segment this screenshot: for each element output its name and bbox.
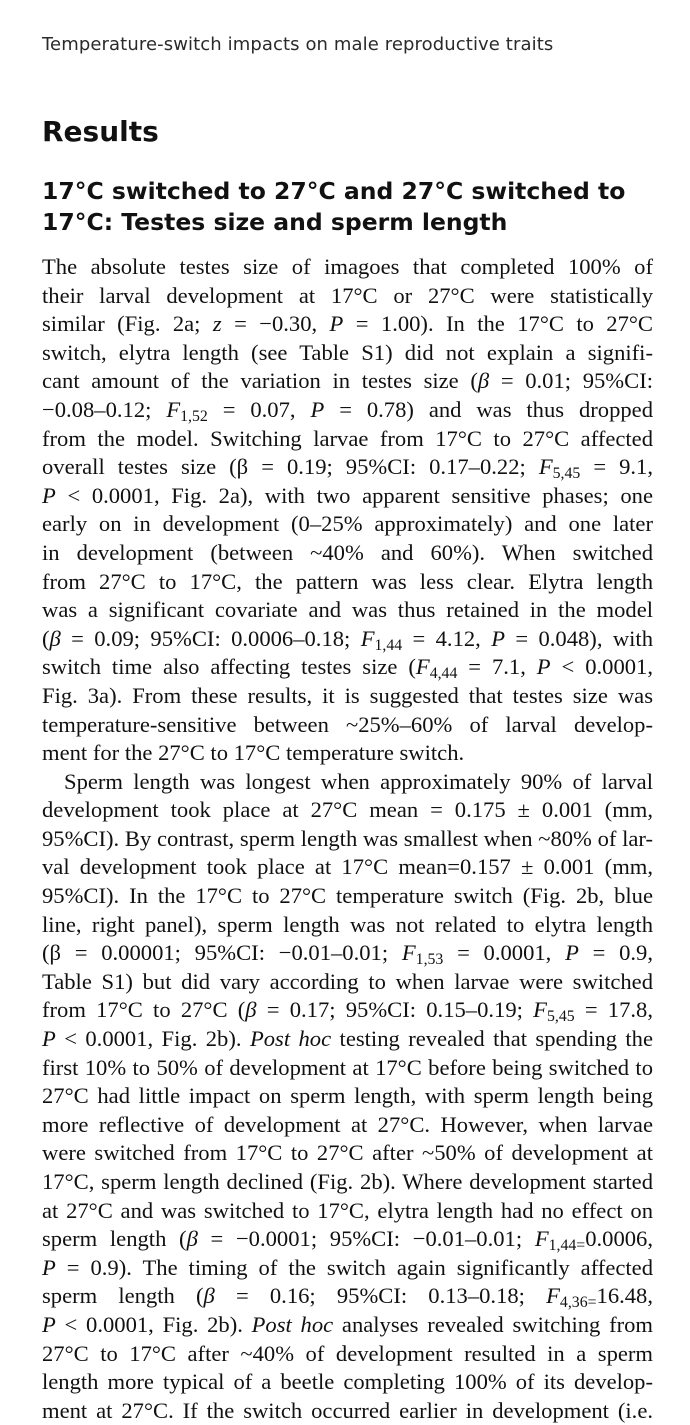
text-line: P = 0.9). The timing of the switch again significantly affected xyxy=(42,1254,653,1280)
text-line: at 27°C and was switched to 17°C, elytra length had no effect on xyxy=(42,1197,653,1223)
text-line: first 10% to 50% of development at 17°C before being switched to xyxy=(42,1054,653,1080)
text-line: similar (Fig. 2a; z = −0.30, P = 1.00). In the 17°C to 27°C xyxy=(42,311,653,337)
text-line: early on in development (0–25% approximately) and one later xyxy=(42,511,653,537)
text-line: P < 0.0001, Fig. 2b). Post hoc testing revealed that spending the xyxy=(42,1026,653,1052)
text-line: Sperm length was longest when approximately 90% of larval xyxy=(64,768,653,794)
section-title: Results xyxy=(42,115,159,148)
text-line: (β = 0.00001; 95%CI: −0.01–0.01; $F_{1,53} = 0.0001$, P = 0.9, xyxy=(42,940,654,969)
text-line: development took place at 27°C mean = 0.175 ± 0.001 (mm, xyxy=(42,797,653,823)
text-line: Table S1) but did vary according to when larvae were switched xyxy=(42,968,653,994)
text-line: from 17°C to 27°C (β = 0.17; 95%CI: 0.15–0.19; $F_{5,45} = 17.8$, xyxy=(42,997,653,1026)
text-line: P < 0.0001, Fig. 2a), with two apparent sensitive phases; one xyxy=(42,482,653,508)
text-line: (β = 0.09; 95%CI: 0.0006–0.18; $F_{1,44} = 4.12$, P = 0.048), with xyxy=(42,625,653,654)
text-line: overall testes size (β = 0.19; 95%CI: 0.17–0.22; $F_{5,45} = 9.1$, xyxy=(42,454,653,483)
text-line: sperm length (β = 0.16; 95%CI: 0.13–0.18; $F_{4,36=}16.48$, xyxy=(42,1283,653,1312)
text-line: sperm length (β = −0.0001; 95%CI: −0.01–0.01; $F_{1,44=}0.0006$, xyxy=(42,1226,653,1255)
text-line: ment at 27°C. If the switch occurred earlier in development (i.e. xyxy=(42,1397,653,1423)
text-line: temperature-sensitive between ~25%–60% of larval develop- xyxy=(42,711,653,737)
subsection-title: 17°C switched to 27°C and 27°C switched to 17°C: Testes size and sperm length xyxy=(42,177,626,236)
text-line: 27°C had little impact on sperm length, with sperm length being xyxy=(42,1083,653,1109)
text-line: more reflective of development at 27°C. However, when larvae xyxy=(42,1111,653,1137)
text-line: line, right panel), sperm length was not related to elytra length xyxy=(42,911,653,937)
text-line: switch, elytra length (see Table S1) did not explain a signifi- xyxy=(42,339,653,365)
text-line: switch time also affecting testes size ($F_{4,44} = 7.1$, P < 0.0001, xyxy=(42,654,654,683)
text-line: The absolute testes size of imagoes that completed 100% of xyxy=(42,254,653,279)
text-line: 95%CI). In the 17°C to 27°C temperature switch (Fig. 2b, blue xyxy=(42,883,653,909)
text-line: P < 0.0001, Fig. 2b). Post hoc analyses revealed switching from xyxy=(42,1311,653,1337)
text-line: cant amount of the variation in testes size (β = 0.01; 95%CI: xyxy=(42,368,654,394)
paragraph-2 xyxy=(42,768,653,1425)
text-line: from 27°C to 17°C, the pattern was less clear. Elytra length xyxy=(42,568,653,594)
text-line: their larval development at 17°C or 27°C were statistically xyxy=(42,282,653,308)
text-line: were switched from 17°C to 27°C after ~50% of development at xyxy=(42,1140,653,1166)
text-line: length more typical of a beetle completing 100% of its develop- xyxy=(42,1369,653,1395)
text-line: was a significant covariate and was thus retained in the model xyxy=(42,597,653,623)
text-line: val development took place at 17°C mean=0.157 ± 0.001 (mm, xyxy=(42,854,653,880)
text-line: −0.08–0.12; $F_{1,52} = 0.07$, P = 0.78) and was thus dropped xyxy=(42,396,654,425)
text-line: 27°C to 17°C after ~40% of development resulted in a sperm xyxy=(42,1340,653,1366)
text-line: 17°C, sperm length declined (Fig. 2b). Where development started xyxy=(42,1169,653,1194)
text-line: from the model. Switching larvae from 17°C to 27°C affected xyxy=(42,425,653,451)
running-head: Temperature-switch impacts on male reproductive traits xyxy=(42,34,554,55)
body-text xyxy=(42,253,653,1425)
text-line: in development (between ~40% and 60%). When switched xyxy=(42,539,653,565)
text-line: Fig. 3a). From these results, it is suggested that testes size was xyxy=(42,682,653,708)
paragraph-1 xyxy=(42,253,653,768)
text-line: ment for the 27°C to 17°C temperature switch. xyxy=(42,740,465,766)
text-line: 95%CI). By contrast, sperm length was smallest when ~80% of lar- xyxy=(42,825,653,851)
